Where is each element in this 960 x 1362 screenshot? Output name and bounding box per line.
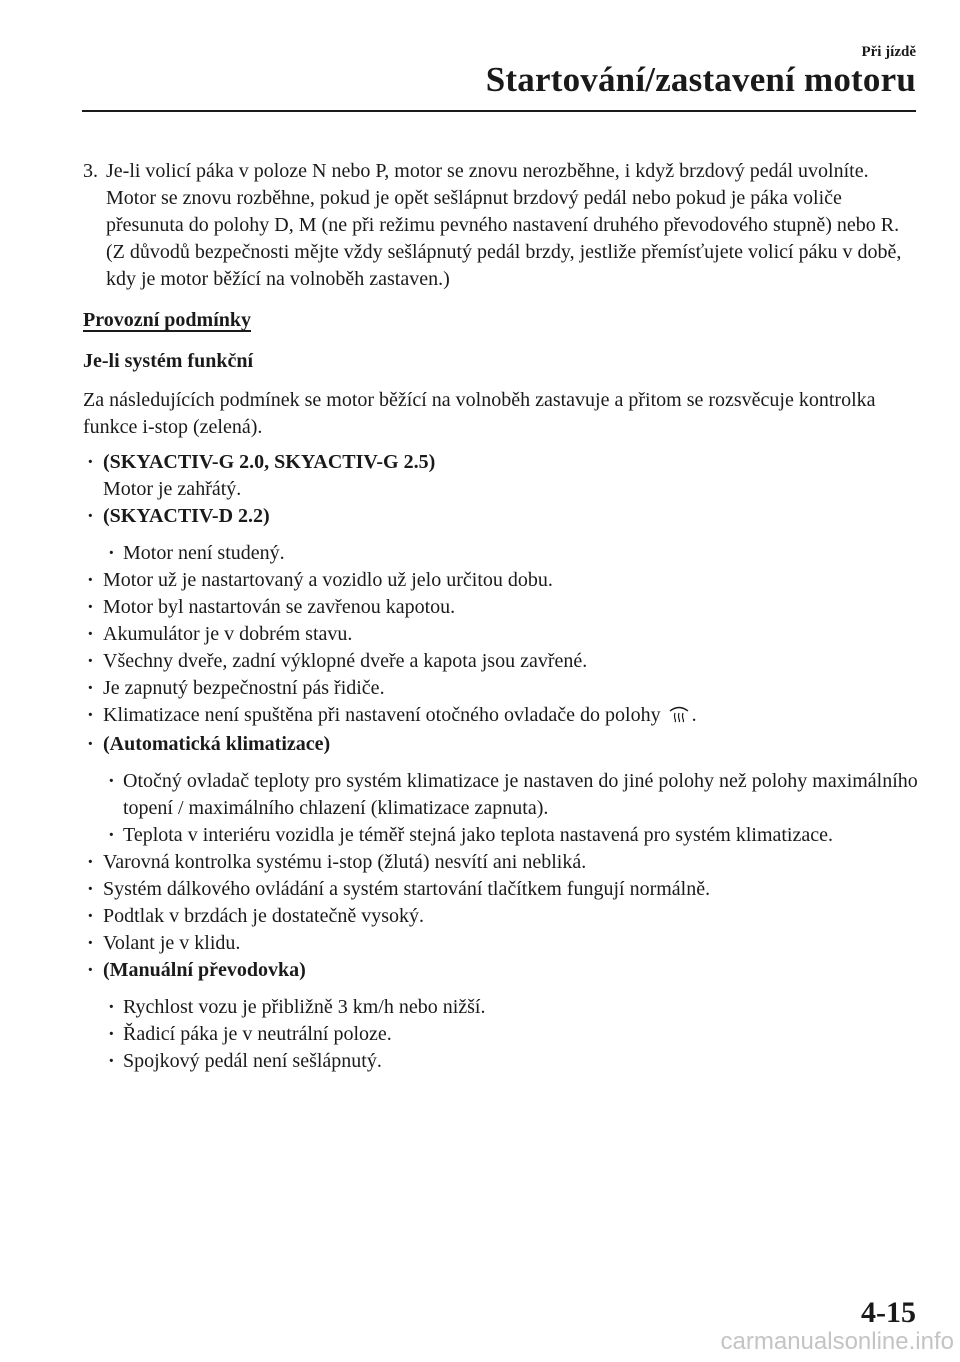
bullet-icon: · [87, 569, 94, 591]
header-divider [82, 110, 916, 112]
bullet-icon: · [87, 932, 94, 954]
bullet-icon: · [108, 542, 115, 564]
list-item [83, 994, 923, 1021]
sub-heading: Je-li systém funkční [83, 350, 253, 372]
item-number: 3. [83, 160, 98, 182]
list-item [83, 822, 923, 849]
condition-text: Motor není studený. [123, 542, 285, 564]
windshield-defroster-icon [668, 703, 690, 731]
bullet-icon: · [87, 650, 94, 672]
page-title: Startování/zastavení motoru [485, 60, 916, 99]
list-item [83, 1021, 923, 1048]
bullet-icon: · [87, 596, 94, 618]
condition-text: Motor už je nastartovaný a vozidlo už jelo určitou dobu. [103, 569, 553, 591]
page-number: 4-15 [861, 1296, 916, 1329]
intro-paragraph: Za následujících podmínek se motor běžící na volnoběh zastavuje a přitom se rozsvěcuje kontrolka funkce i-stop (zelená). [83, 389, 876, 438]
list-item [83, 503, 923, 530]
list-item [83, 768, 923, 822]
list-item [83, 930, 923, 957]
list-item [83, 903, 923, 930]
bullet-icon: · [87, 959, 94, 981]
list-item [83, 449, 923, 503]
condition-text: Všechny dveře, zadní výklopné dveře a kapota jsou zavřené. [103, 650, 588, 672]
bullet-icon: · [87, 851, 94, 873]
condition-text: Klimatizace není spuštěna při nastavení otočného ovladače do polohy [103, 704, 661, 726]
list-item [83, 540, 923, 567]
conditions-list [83, 449, 923, 1075]
list-item [83, 702, 923, 731]
condition-text: Je zapnutý bezpečnostní pás řidiče. [103, 677, 385, 699]
bullet-icon: · [87, 623, 94, 645]
condition-text: Motor byl nastartován se zavřenou kapotou. [103, 596, 456, 618]
numbered-item-3 [83, 158, 923, 293]
condition-heading: (Automatická klimatizace) [103, 733, 331, 755]
condition-text: Varovná kontrolka systému i-stop (žlutá) nesvítí ani nebliká. [103, 851, 587, 873]
watermark: carmanualsonline.info [720, 1328, 954, 1355]
condition-heading: (Manuální převodovka) [103, 959, 306, 981]
condition-text: Systém dálkového ovládání a systém startování tlačítkem fungují normálně. [103, 878, 711, 900]
section-label: Při jízdě [861, 44, 916, 60]
list-item [83, 731, 923, 758]
bullet-icon: · [108, 1050, 115, 1072]
bullet-icon: · [108, 996, 115, 1018]
list-item [83, 957, 923, 984]
bullet-icon: · [87, 704, 94, 726]
page-content [83, 158, 923, 1075]
list-item [83, 849, 923, 876]
condition-text: Řadicí páka je v neutrální poloze. [123, 1023, 392, 1045]
section-heading: Provozní podmínky [83, 309, 251, 331]
list-item [83, 1048, 923, 1075]
bullet-icon: · [108, 1023, 115, 1045]
condition-heading: (SKYACTIV-G 2.0, SKYACTIV-G 2.5) [103, 451, 436, 473]
item-text: Je-li volicí páka v poloze N nebo P, motor se znovu nerozběhne, i když brzdový pedál uvolníte. Motor se znovu rozběhne, pokud je opět sešlápnut brzdový pedál nebo pokud je páka voliče přesunuta do polohy D, M (ne při režimu pevného nastavení druhého převodového stupně) nebo R. (Z důvodů bezpečnosti mějte vždy sešlápnutý pedál brzdy, jestliže přemísťujete volicí páku v době, kdy je motor běžící na volnoběh zastaven.) [106, 160, 902, 290]
list-item [83, 648, 923, 675]
list-item [83, 675, 923, 702]
condition-text: Podtlak v brzdách je dostatečně vysoký. [103, 905, 425, 927]
list-item [83, 567, 923, 594]
list-item [83, 594, 923, 621]
list-item [83, 876, 923, 903]
bullet-icon: · [87, 905, 94, 927]
bullet-icon: · [108, 824, 115, 846]
bullet-icon: · [108, 770, 115, 792]
condition-text: Otočný ovladač teploty pro systém klimatizace je nastaven do jiné polohy než polohy maximálního topení / maximálního chlazení (klimatizace zapnuta). [123, 770, 918, 819]
bullet-icon: · [87, 677, 94, 699]
condition-text: Rychlost vozu je přibližně 3 km/h nebo nižší. [123, 996, 486, 1018]
list-item [83, 621, 923, 648]
condition-text: Akumulátor je v dobrém stavu. [103, 623, 353, 645]
condition-text: Motor je zahřátý. [103, 478, 242, 500]
condition-text: Teplota v interiéru vozidla je téměř stejná jako teplota nastavená pro systém klimatizace. [123, 824, 833, 846]
bullet-icon: · [87, 451, 94, 473]
condition-heading: (SKYACTIV-D 2.2) [103, 505, 270, 527]
sentence-end: . [691, 704, 697, 726]
bullet-icon: · [87, 878, 94, 900]
bullet-icon: · [87, 733, 94, 755]
bullet-icon: · [87, 505, 94, 527]
condition-text: Volant je v klidu. [103, 932, 241, 954]
condition-text: Spojkový pedál není sešlápnutý. [123, 1050, 382, 1072]
